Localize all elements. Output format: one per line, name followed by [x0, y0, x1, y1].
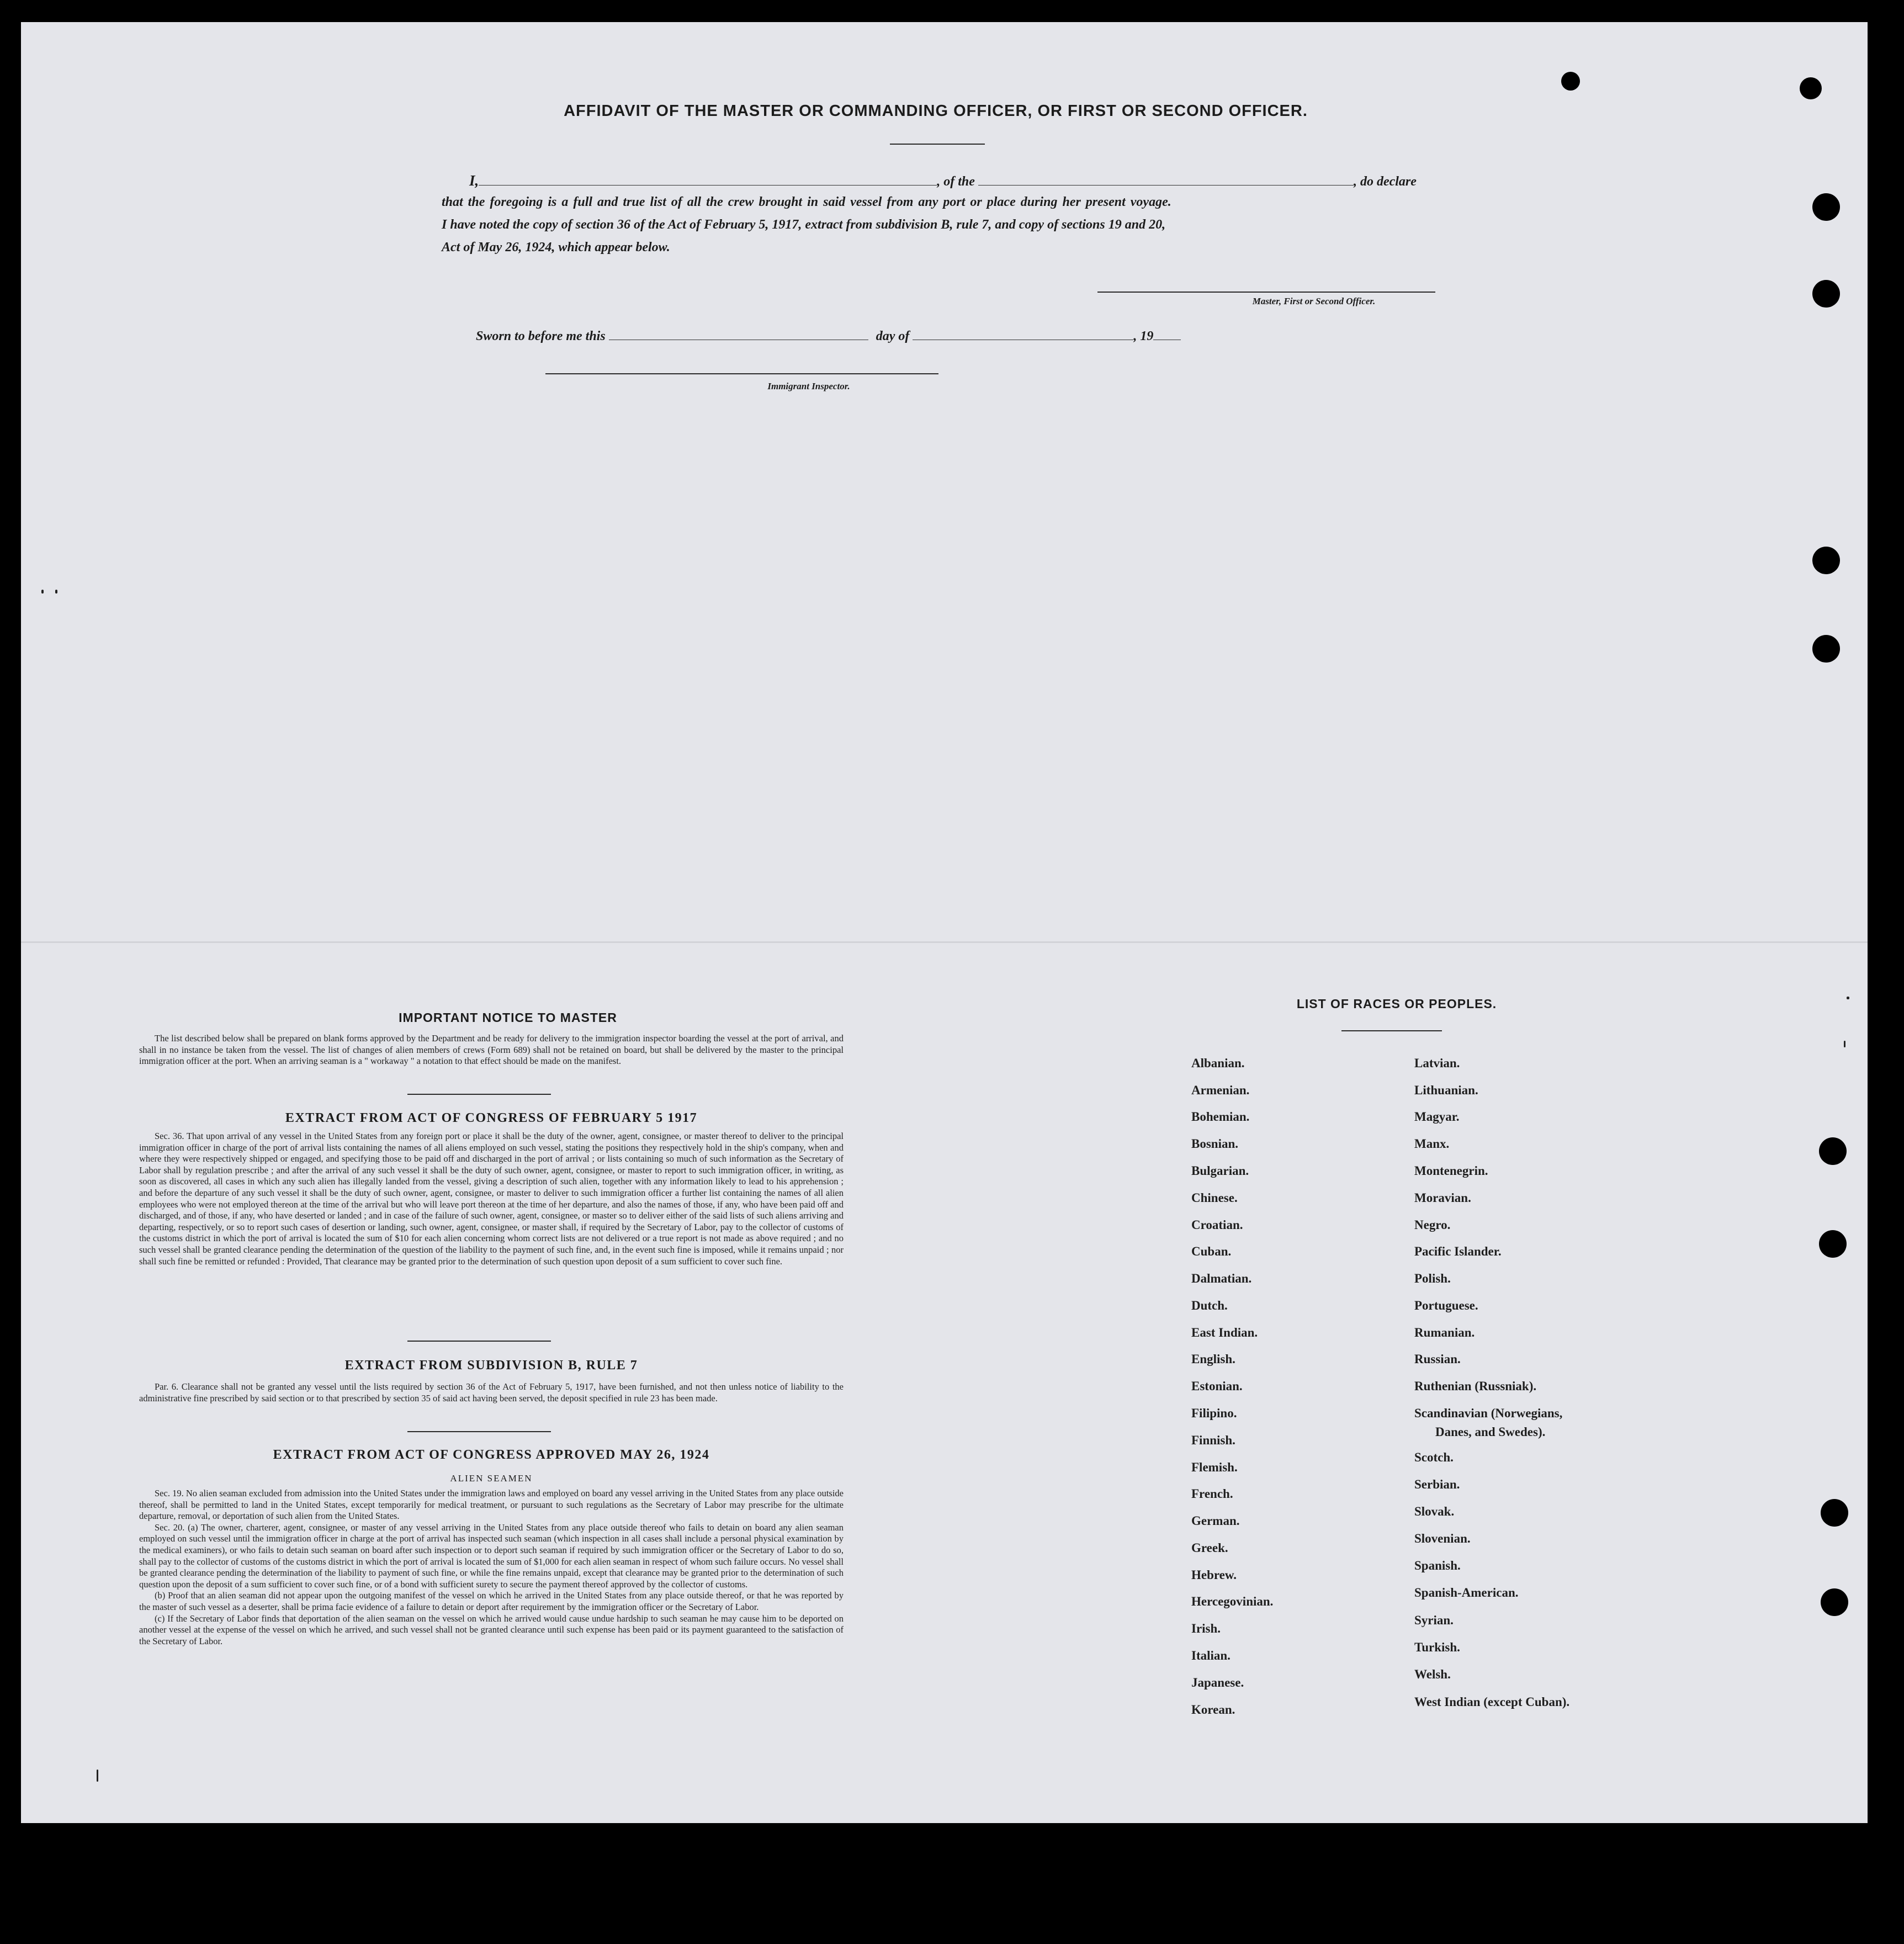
race-item: Cuban.: [1191, 1244, 1232, 1258]
section-20a: Sec. 20. (a) The owner, charterer, agent, consignee, or master of any vessel arriving in the United States from any place outside thereof who fails to detain on board any alien seaman employed on such vessel until the immigration officer in charge at the port of arrival has inspected such seaman (which inspection in all cases shall include a personal physical examination by the medical examiners), or who fails to detain such seaman on board after such inspection or to deport such seaman if required by such immigration officer or the Secretary of Labor to do so, shall pay to the collector of customs of the customs district in which the port of arrival is located the sum of $1,000 for each alien seaman in respect of whom such failure occurs. No vessel shall be granted clearance pending the determination of the liability to payment of such fine, or while the fine remains unpaid, except that clearance may be granted prior to the determination of such question upon the deposit of a sum sufficient to cover such fine, or of a bond with sufficient surety to secure the payment thereof approved by the collector of customs.: [139, 1522, 844, 1590]
declarant-label: I,: [469, 172, 479, 189]
sworn-line: [476, 329, 1470, 344]
speck: [1847, 997, 1849, 999]
race-item: East Indian.: [1191, 1326, 1258, 1339]
punch-hole: [1821, 1499, 1848, 1527]
race-item: Portuguese.: [1414, 1299, 1478, 1312]
extract-1917-title: EXTRACT FROM ACT OF CONGRESS OF FEBRUARY 5 1917: [285, 1111, 698, 1125]
race-item: Latvian.: [1414, 1056, 1460, 1070]
extract-1924-body: [139, 1488, 844, 1647]
year-label: , 19: [1133, 329, 1154, 343]
punch-hole: [1812, 547, 1840, 574]
punch-hole: [1812, 635, 1840, 663]
divider: [890, 144, 985, 145]
affidavit-line-3: I have noted the copy of section 36 of the Act of February 5, 1917, extract from subdivision B, rule 7, and copy of sections 19 and 20,: [442, 218, 1166, 232]
race-item: Armenian.: [1191, 1083, 1250, 1097]
race-item: Italian.: [1191, 1649, 1231, 1662]
race-item: Lithuanian.: [1414, 1083, 1478, 1097]
race-item: Bulgarian.: [1191, 1164, 1249, 1178]
name-blank: [479, 175, 937, 186]
sworn-day-blank: [609, 330, 868, 340]
race-item: Polish.: [1414, 1272, 1451, 1285]
race-item: Japanese.: [1191, 1676, 1244, 1689]
section-36: Sec. 36. That upon arrival of any vessel in the United States from any foreign port or place it shall be the duty of the owner, agent, consignee, or master thereof to deliver to the principal immigration officer in charge of the port of arrival lists containing the names of all aliens employed on such vessel, stating the positions they respectively hold in the ship's company, when and where they were respectively shipped or engaged, and specifying those to be paid off and discharged in the port of arrival ; or lists containing so much of such information as the Secretary of Labor shall by regulation prescribe ; and after the arrival of any such vessel it shall be the duty of such owner, agent, consignee, or master to report to such immigration officer, in writing, as soon as discovered, all cases in which any such alien has illegally landed from the vessel, giving a description of such alien, together with any information likely to lead to his apprehension ; and before the departure of any such vessel it shall be the duty of such owner, agent, consignee, or master to deliver to such immigration officer a further list containing the names of all alien employees who were not employed thereon at the time of the arrival but who will leave port thereon at the time of her departure, and also the names of those, if any, who have been paid off and discharged, and of those, if any, who have deserted or landed ; and in case of the failure of such owner, agent, consignee, or master so to deliver either of the said lists of such aliens arriving and departing, respectively, or so to report such cases of desertion or landing, such owner, agent, consignee, or master shall, if required by the Secretary of Labor, pay to the collector of customs of the customs district in which the port of arrival is located the sum of $10 for each alien concerning whom correct lists are not delivered or a true report is not made as above required ; and no such vessel shall be granted clearance pending the determination of the question of the liability to the payment of such fine, and, in the event such fine is imposed, while it remains unpaid ; nor shall such fine be remitted or refunded : Provided, That clearance may be granted prior to the determination of such question upon deposit of a sum sufficient to cover such fine.: [139, 1131, 844, 1267]
section-19: Sec. 19. No alien seaman excluded from admission into the United States under the immigration laws and employed on board any vessel arriving in the United States from any place outside thereof, shall be permitted to land in the United States, except temporarily for medical treatment, or pursuant to such regulations as the Secretary of Labor may prescribe for the ultimate departure, removal, or deportation of such alien from the United States.: [139, 1488, 844, 1522]
race-item: Slovenian.: [1414, 1532, 1471, 1545]
fold-line: [21, 941, 1868, 943]
extract-rule7-body: [139, 1381, 844, 1404]
punch-hole: [1821, 1588, 1848, 1616]
races-title: LIST OF RACES OR PEOPLES.: [1296, 997, 1497, 1011]
race-item: Irish.: [1191, 1622, 1221, 1635]
speck: [1844, 1041, 1845, 1047]
race-item: Korean.: [1191, 1703, 1235, 1717]
divider: [1341, 1030, 1442, 1031]
punch-hole: [1819, 1230, 1847, 1258]
race-item: Scotch.: [1414, 1450, 1454, 1464]
punch-hole: [1812, 193, 1840, 221]
race-item: Welsh.: [1414, 1667, 1451, 1681]
extract-1924-title: EXTRACT FROM ACT OF CONGRESS APPROVED MAY 26, 1924: [273, 1448, 710, 1462]
race-item: Negro.: [1414, 1218, 1451, 1232]
day-of-label: day of: [876, 329, 910, 343]
paragraph-6: Par. 6. Clearance shall not be granted any vessel until the lists required by section 36 of the Act of February 5, 1917, have been furnished, and not then unless notice of liability to the administrative fine prescribed by said section or to that prescribed by section 35 of said act having been served, the deposit specified in rule 23 has been made.: [139, 1381, 844, 1403]
divider: [407, 1431, 551, 1432]
race-item: Pacific Islander.: [1414, 1244, 1502, 1258]
extract-rule7-title: EXTRACT FROM SUBDIVISION B, RULE 7: [344, 1358, 638, 1373]
master-caption: Master, First or Second Officer.: [1252, 296, 1376, 306]
section-20c: (c) If the Secretary of Labor finds that deportation of the alien seaman on the vessel on which he arrived would cause undue hardship to such seaman he may cause him to be deported on another vessel at the expense of the vessel on which he arrived, and such vessel shall not be granted clearance until such expense has been paid or its payment guaranteed to the satisfaction of the Secretary of Labor.: [139, 1613, 844, 1646]
race-item: French.: [1191, 1487, 1233, 1501]
divider: [407, 1341, 551, 1342]
race-item: Rumanian.: [1414, 1326, 1475, 1339]
race-item: Serbian.: [1414, 1477, 1460, 1491]
race-item: Scandinavian (Norwegians,: [1414, 1406, 1563, 1420]
punch-hole: [1812, 280, 1840, 308]
section-20b: (b) Proof that an alien seaman did not appear upon the outgoing manifest of the vessel on which he arrived in the United States from any place outside thereof, or that he was reported by the master of such vessel as a deserter, shall be prima facie evidence of a failure to detain or deport after requirement by the immigration officer or the Secretary of Labor.: [139, 1590, 844, 1612]
race-item: English.: [1191, 1352, 1235, 1366]
affidavit-title: AFFIDAVIT OF THE MASTER OR COMMANDING OFFICER, OR FIRST OR SECOND OFFICER.: [564, 102, 1308, 120]
race-item: Montenegrin.: [1414, 1164, 1488, 1178]
race-item: Dalmatian.: [1191, 1272, 1252, 1285]
of-the-label: , of the: [937, 174, 975, 189]
race-item: Bohemian.: [1191, 1110, 1250, 1124]
race-item: Bosnian.: [1191, 1137, 1239, 1151]
do-declare-label: , do declare: [1353, 174, 1417, 189]
divider: [407, 1094, 551, 1095]
notice-title: IMPORTANT NOTICE TO MASTER: [399, 1010, 617, 1025]
sworn-label: Sworn to before me this: [476, 329, 606, 343]
race-item: Syrian.: [1414, 1613, 1454, 1627]
notice-paragraph: The list described below shall be prepared on blank forms approved by the Department and be ready for delivery to the immigration inspector boarding the vessel at the port of arrival, and shall in no instance be taken from the vessel. The list of changes of alien members of crews (Form 689) shall not be retained on board, but shall be delivered by the master to the principal immigration officer at the port. When an arriving seaman is a " workaway " a notation to that effect should be made on the manifest.: [139, 1033, 844, 1067]
race-item: Chinese.: [1191, 1191, 1238, 1205]
race-item: Moravian.: [1414, 1191, 1471, 1205]
race-item: Turkish.: [1414, 1640, 1460, 1654]
race-item: Croatian.: [1191, 1218, 1243, 1232]
master-signature-line: [1097, 292, 1435, 293]
inspector-caption: Immigrant Inspector.: [767, 381, 850, 391]
vessel-blank: [978, 175, 1354, 186]
race-item: Finnish.: [1191, 1433, 1235, 1447]
punch-hole: [1819, 1137, 1847, 1165]
race-item: Hercegovinian.: [1191, 1595, 1274, 1608]
affidavit-line-1: [442, 172, 1435, 189]
alien-seamen-subtitle: ALIEN SEAMEN: [450, 1473, 533, 1484]
punch-hole: [1800, 77, 1822, 99]
race-item: Flemish.: [1191, 1460, 1238, 1474]
race-item: Slovak.: [1414, 1505, 1455, 1518]
race-item: Hebrew.: [1191, 1568, 1237, 1582]
race-item: Filipino.: [1191, 1406, 1237, 1420]
speck: [41, 590, 44, 594]
speck: [55, 590, 57, 594]
race-item: Greek.: [1191, 1541, 1228, 1555]
race-item: Ruthenian (Russniak).: [1414, 1379, 1537, 1393]
race-item: Magyar.: [1414, 1110, 1460, 1124]
race-item: Manx.: [1414, 1137, 1450, 1151]
punch-hole: [1561, 72, 1580, 91]
race-item: Spanish.: [1414, 1559, 1461, 1572]
extract-1917-body: [139, 1131, 844, 1267]
sworn-year-blank: [1153, 330, 1181, 340]
race-item: Danes, and Swedes).: [1435, 1425, 1546, 1439]
affidavit-line-4: Act of May 26, 1924, which appear below.: [442, 240, 670, 255]
race-item: German.: [1191, 1514, 1240, 1528]
inspector-signature-line: [545, 373, 938, 374]
race-item: West Indian (except Cuban).: [1414, 1695, 1570, 1709]
race-item: Dutch.: [1191, 1299, 1228, 1312]
race-item: Spanish-American.: [1414, 1586, 1519, 1599]
sworn-month-blank: [913, 330, 1133, 340]
race-item: Russian.: [1414, 1352, 1461, 1366]
race-item: Albanian.: [1191, 1056, 1245, 1070]
race-item: Estonian.: [1191, 1379, 1243, 1393]
notice-body: [139, 1033, 844, 1067]
speck: [97, 1770, 98, 1782]
affidavit-line-2: that the foregoing is a full and true list of all the crew brought in said vessel from any port or place during her present voyage.: [442, 195, 1171, 209]
